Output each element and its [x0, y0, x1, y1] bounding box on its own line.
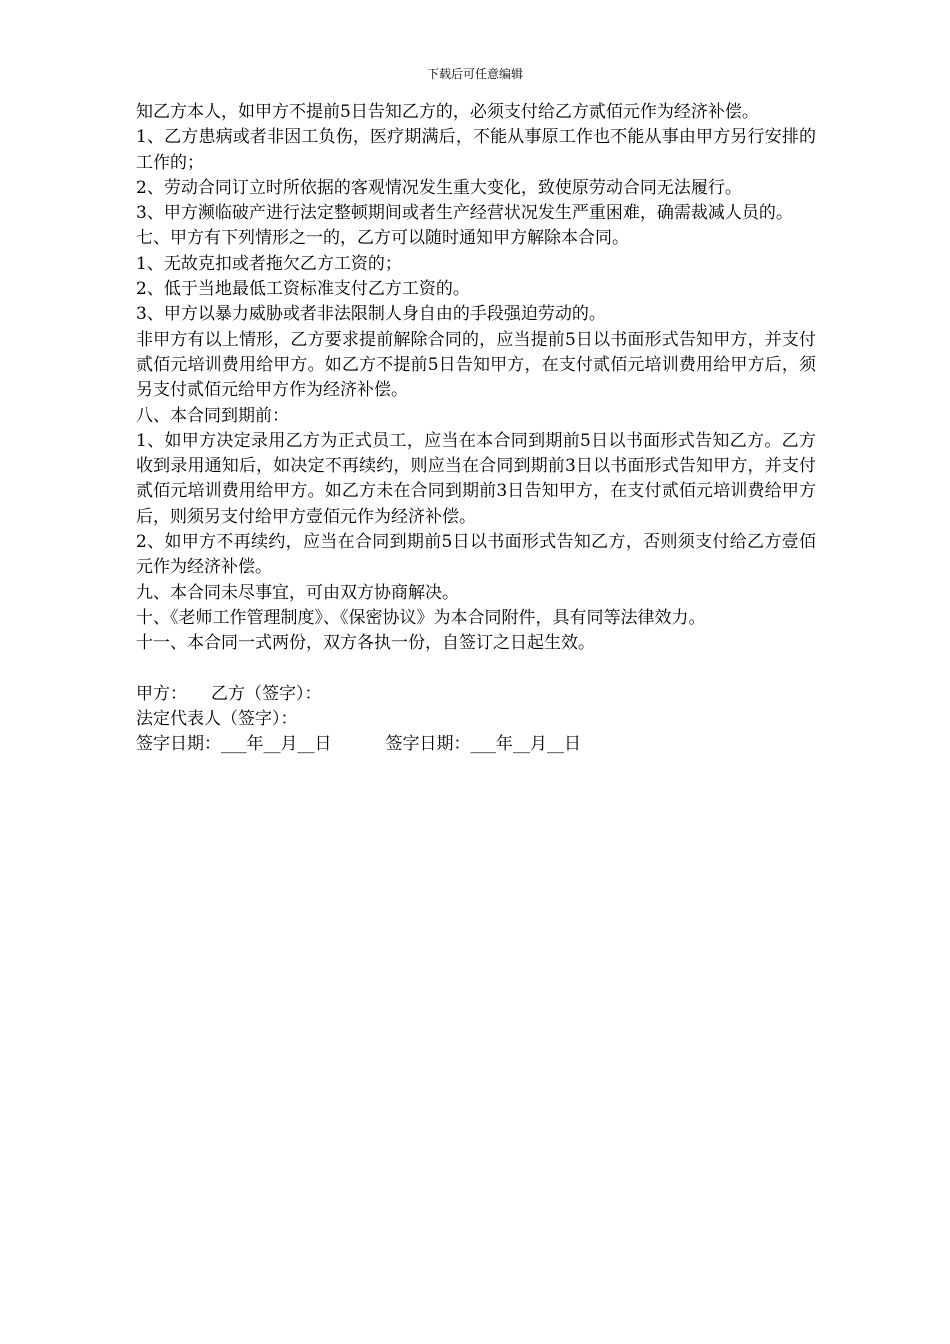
paragraph: 2、劳动合同订立时所依据的客观情况发生重大变化，致使原劳动合同无法履行。: [136, 177, 742, 198]
blank-line: [136, 657, 816, 682]
section-heading: 八、本合同到期前：: [136, 405, 289, 426]
section-heading: 九、本合同未尽事宜，可由双方协商解决。: [136, 582, 459, 603]
party-a-label: 甲方：: [136, 683, 187, 704]
date-b-label: 签字日期：___年__月__日: [385, 734, 581, 755]
paragraph: 非甲方有以上情形，乙方要求提前解除合同的，应当提前5日以书面形式告知甲方，并支付贰佰元培训费用给甲方。如乙方不提前5日告知甲方，在支付贰佰元培训费用给甲方后，须另支付贰佰元给甲方作为经济补偿。: [136, 329, 816, 401]
legal-rep-label: 法定代表人（签字）：: [136, 708, 298, 729]
paragraph: 2、如甲方不再续约，应当在合同到期前5日以书面形式告知乙方，否则须支付给乙方壹佰元作为经济补偿。: [136, 532, 816, 578]
legal-rep-row: [136, 707, 816, 732]
paragraph: 2、低于当地最低工资标准支付乙方工资的。: [136, 279, 470, 300]
paragraph: 3、甲方以暴力威胁或者非法限制人身自由的手段强迫劳动的。: [136, 304, 606, 325]
date-a-label: 签字日期：___年__月__日: [136, 734, 332, 755]
page-header: 下载后可任意编辑: [426, 67, 523, 81]
paragraph: 知乙方本人，如甲方不提前5日告知乙方的，必须支付给乙方贰佰元作为经济补偿。: [136, 102, 759, 122]
section-heading: 七、甲方有下列情形之一的，乙方可以随时通知甲方解除本合同。: [136, 228, 629, 249]
document-body: [136, 100, 816, 757]
paragraph: 1、乙方患病或者非因工负伤，医疗期满后，不能从事原工作也不能从事由甲方另行安排的工作的；: [136, 127, 816, 173]
section-heading: 十、《老师工作管理制度》、《保密协议》为本合同附件，具有同等法律效力。: [136, 607, 706, 628]
section-heading: 十一、本合同一式两份，双方各执一份，自签订之日起生效。: [136, 633, 595, 654]
signature-dates-row: [136, 732, 816, 757]
party-b-label: 乙方（签字）：: [211, 683, 322, 704]
paragraph: 1、如甲方决定录用乙方为正式员工，应当在本合同到期前5日以书面形式告知乙方。乙方收到录用通知后，如决定不再续约，则应当在合同到期前3日以书面形式告知甲方，并支付贰佰元培训费用给甲方。如乙方未在合同到期前3日告知甲方，在支付贰佰元培训费给甲方后，则须另支付给甲方壹佰元作为经济补偿。: [136, 430, 816, 527]
paragraph: 1、无故克扣或者拖欠乙方工资的；: [136, 253, 402, 274]
signature-parties-row: [136, 682, 816, 707]
paragraph: 3、甲方濒临破产进行法定整顿期间或者生产经营状况发生严重困难，确需裁减人员的。: [136, 203, 793, 224]
